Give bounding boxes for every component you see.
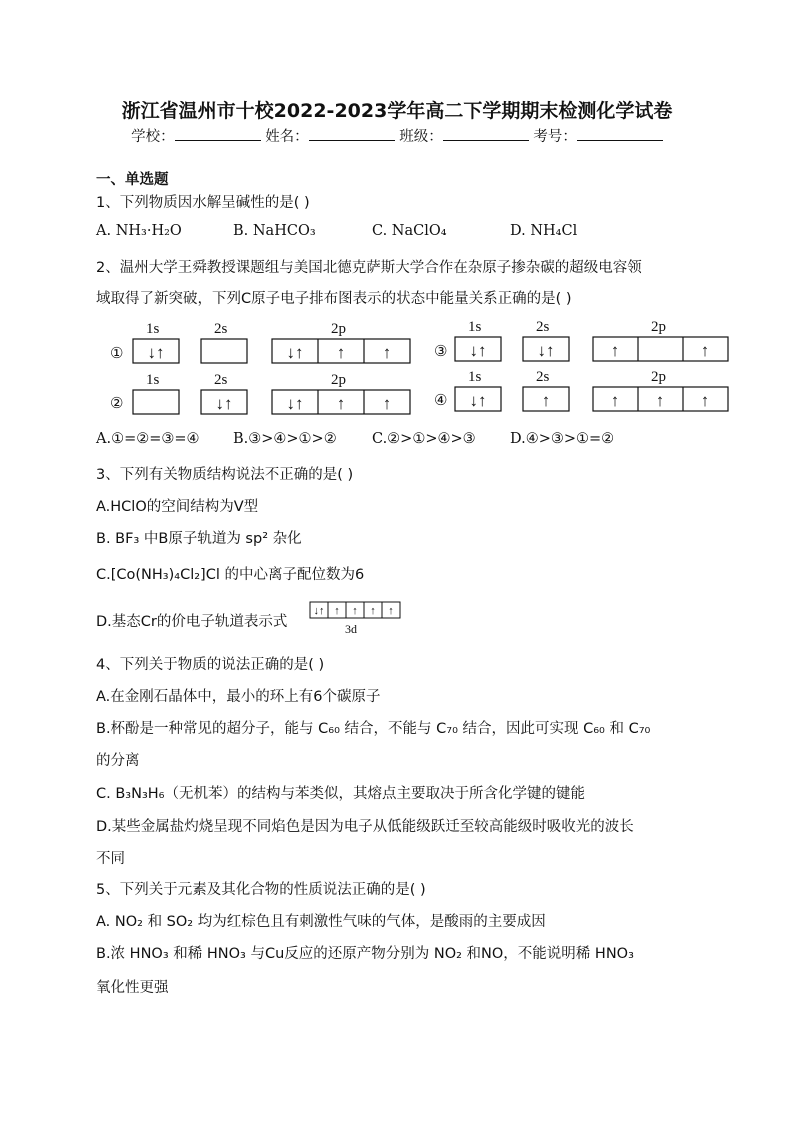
q1-option-d: D. NH₄Cl: [510, 223, 578, 239]
q4-option-b-line1: B.杯酚是一种常见的超分子，能与 C₆₀ 结合，不能与 C₇₀ 结合，因此可实现 C₆₀ 和 C₇₀: [96, 721, 651, 737]
q2-stem-line2: 域取得了新突破，下列C原子电子排布图表示的状态中能量关系正确的是( ): [96, 291, 572, 307]
q1-option-b: B. NaHCO₃: [233, 223, 316, 239]
diagram4-2s-electrons: ↑: [541, 391, 551, 410]
diagram4-1s-electrons: ↓↑: [469, 391, 487, 410]
diagram2-label: ②: [110, 396, 124, 412]
name-blank[interactable]: [309, 126, 395, 141]
orbital-diagram: [100, 316, 740, 416]
student-info-line: [0, 125, 794, 146]
q3-stem: 3、下列有关物质结构说法不正确的是( ): [96, 467, 354, 483]
exam-no-label: 考号：: [533, 129, 577, 145]
orbital-1s-label-2: 1s: [146, 372, 160, 388]
orbital-2s-label-4: 2s: [536, 369, 550, 385]
q5-option-b-line1: B.浓 HNO₃ 和稀 HNO₃ 与Cu反应的还原产物分别为 NO₂ 和NO，不能说明稀 HNO₃: [96, 946, 634, 962]
q2-stem-line1: 2、温州大学王舜教授课题组与美国北德克萨斯大学合作在杂原子掺杂碳的超级电容领: [96, 260, 642, 276]
diagram3-2p-electrons-1: ↑: [610, 341, 620, 360]
diagram3-label: ③: [434, 344, 448, 360]
class-label: 班级：: [399, 129, 443, 145]
cr-3d-box-3: ↑: [352, 605, 358, 617]
diagram1-2s-box: [201, 339, 247, 363]
diagram3-1s-electrons: ↓↑: [469, 341, 487, 360]
q4-option-c: C. B₃N₃H₆（无机苯）的结构与苯类似，其熔点主要取决于所含化学键的键能: [96, 786, 585, 802]
q4-option-b-line2: 的分离: [96, 753, 140, 769]
diagram4-2p-electrons-3: ↑: [700, 391, 710, 410]
diagram1-label: ①: [110, 346, 124, 362]
cr-3d-box-2: ↑: [334, 605, 340, 617]
q5-stem: 5、下列关于元素及其化合物的性质说法正确的是( ): [96, 882, 426, 898]
q1-stem: 1、下列物质因水解呈碱性的是( ): [96, 195, 310, 211]
cr-3d-box-5: ↑: [388, 605, 394, 617]
q4-stem: 4、下列关于物质的说法正确的是( ): [96, 657, 325, 673]
diagram4-2p-electrons-2: ↑: [655, 391, 665, 410]
school-blank[interactable]: [175, 126, 261, 141]
q2-option-a: A.①=②=③=④: [96, 431, 200, 447]
cr-3d-label: 3d: [345, 622, 357, 636]
diagram2-2p-electrons-3: ↑: [382, 394, 392, 413]
orbital-2s-label-2: 2s: [214, 372, 228, 388]
diagram3-2p-electrons-3: ↑: [700, 341, 710, 360]
q3-option-d: D.基态Cr的价电子轨道表示式: [96, 614, 288, 630]
orbital-1s-label-3: 1s: [468, 319, 482, 335]
q3-option-c: C.[Co(NH₃)₄Cl₂]Cl 的中心离子配位数为6: [96, 567, 365, 583]
diagram2-2p-electrons-2: ↑: [336, 394, 346, 413]
diagram2-2p-electrons-1: ↓↑: [286, 394, 304, 413]
q2-option-d: D.④>③>①=②: [510, 431, 615, 447]
diagram1-1s-electrons: ↓↑: [147, 343, 165, 362]
diagram1-2p-electrons-2: ↑: [336, 343, 346, 362]
exam-title: 浙江省温州市十校2022-2023学年高二下学期期末检测化学试卷: [121, 100, 673, 122]
q2-option-b: B.③>④>①>②: [233, 431, 337, 447]
cr-3d-orbital-diagram: [309, 601, 403, 637]
cr-3d-box-1: ↓↑: [313, 605, 325, 617]
school-label: 学校：: [131, 129, 175, 145]
orbital-1s-label-4: 1s: [468, 369, 482, 385]
orbital-2s-label-1: 2s: [214, 321, 228, 337]
section-title: 一、单选题: [96, 172, 169, 188]
diagram4-2p-electrons-1: ↑: [610, 391, 620, 410]
orbital-2p-label-4: 2p: [651, 369, 666, 385]
q2-option-c: C.②>①>④>③: [372, 431, 476, 447]
class-blank[interactable]: [443, 126, 529, 141]
q3-option-b: B. BF₃ 中B原子轨道为 sp² 杂化: [96, 531, 302, 547]
q4-option-d-line1: D.某些金属盐灼烧呈现不同焰色是因为电子从低能级跃迁至较高能级时吸收光的波长: [96, 819, 634, 835]
orbital-2p-label-1: 2p: [331, 321, 346, 337]
name-label: 姓名：: [265, 129, 309, 145]
orbital-1s-label-1: 1s: [146, 321, 160, 337]
orbital-2s-label-3: 2s: [536, 319, 550, 335]
q1-option-a: A. NH₃·H₂O: [96, 223, 182, 239]
diagram2-1s-box: [133, 390, 179, 414]
diagram1-2p-electrons-3: ↑: [382, 343, 392, 362]
diagram1-2p-electrons-1: ↓↑: [286, 343, 304, 362]
q1-option-c: C. NaClO₄: [372, 223, 447, 239]
q5-option-a: A. NO₂ 和 SO₂ 均为红棕色且有刺激性气味的气体，是酸雨的主要成因: [96, 914, 546, 930]
cr-3d-box-4: ↑: [370, 605, 376, 617]
diagram3-2s-electrons: ↓↑: [537, 341, 555, 360]
q5-option-b-line2: 氧化性更强: [96, 980, 169, 996]
orbital-2p-label-3: 2p: [651, 319, 666, 335]
diagram4-label: ④: [434, 393, 448, 409]
q4-option-d-line2: 不同: [96, 851, 125, 867]
orbital-2p-label-2: 2p: [331, 372, 346, 388]
diagram2-2s-electrons: ↓↑: [215, 394, 233, 413]
q3-option-a: A.HClO的空间结构为V型: [96, 499, 259, 515]
q4-option-a: A.在金刚石晶体中，最小的环上有6个碳原子: [96, 689, 381, 705]
exam-no-blank[interactable]: [577, 126, 663, 141]
